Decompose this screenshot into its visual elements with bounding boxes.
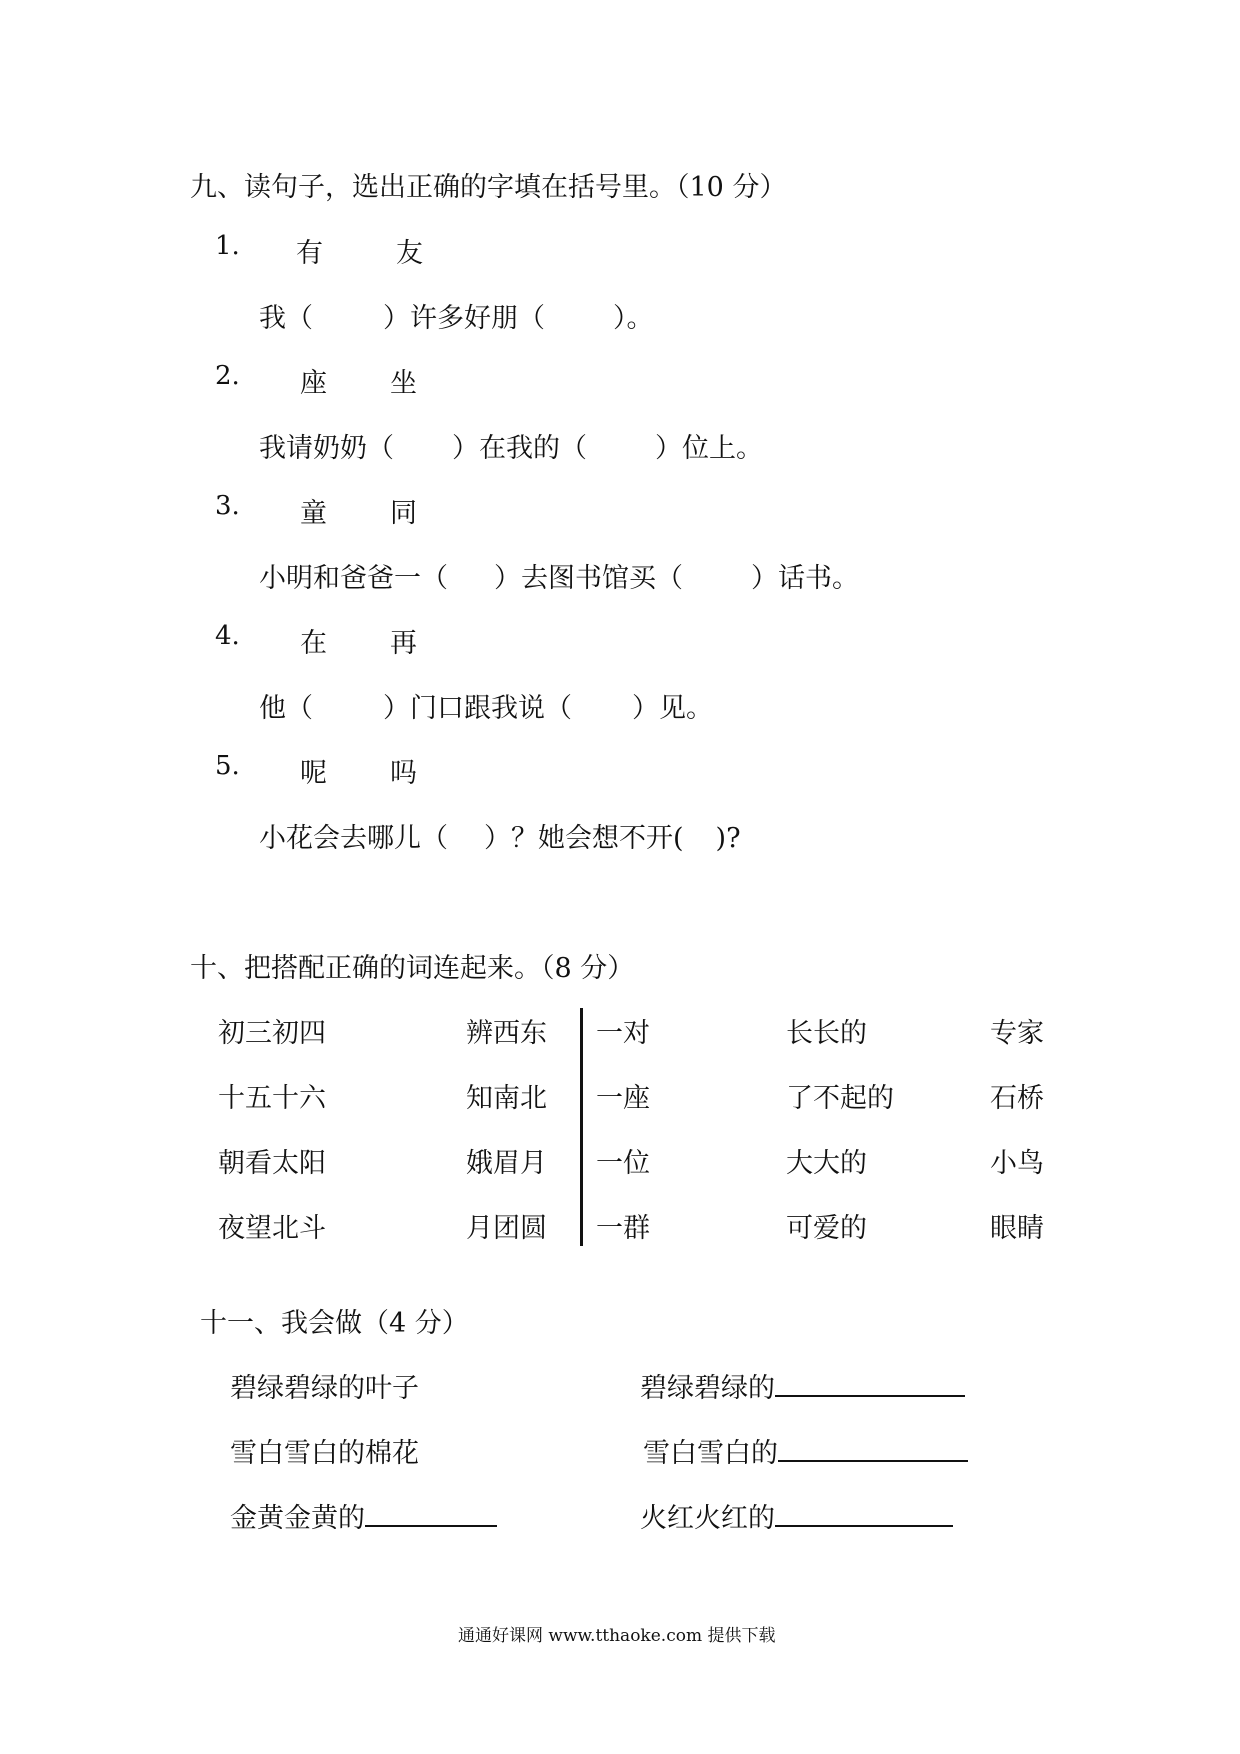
left-col2-item[interactable]: 月团圆 [466,1213,547,1244]
item-3-sentence [259,556,859,595]
item-2-part-2: ）在我的（ [452,433,587,464]
item-4-part-1: 他（ [259,693,313,724]
item-2-sentence [259,426,763,465]
left-col1-item[interactable]: 朝看太阳 [218,1148,326,1179]
fill-phrase [643,1431,968,1470]
item-5-sentence [259,816,741,855]
item-3-number: 3. [215,491,240,521]
item-2-number: 2. [215,361,240,391]
fill-phrase-prefix: 碧绿碧绿的 [640,1373,775,1404]
section-10-title: 十、把搭配正确的词连起来。（8 分） [190,953,635,984]
right-col3-item[interactable]: 专家 [990,1018,1044,1049]
section-9-title: 九、读句子，选出正确的字填在括号里。（10 分） [190,172,787,203]
answer-blank[interactable] [775,1501,953,1527]
item-3-choice-b: 同 [390,498,417,529]
left-col2-item[interactable]: 娥眉月 [466,1148,547,1179]
fill-phrase-prefix: 火红火红的 [640,1503,775,1534]
fill-phrase-prefix: 雪白雪白的 [643,1438,778,1469]
item-4-choice-a: 在 [300,628,327,659]
footer-credit: 通通好课网 www.tthaoke.com 提供下载 [458,1626,776,1646]
answer-blank[interactable] [775,1371,965,1397]
right-col2-item[interactable]: 了不起的 [786,1083,894,1114]
right-col2-item[interactable]: 长长的 [786,1018,867,1049]
item-1-part-2: ）许多好朋（ [383,303,545,334]
item-3-part-3: ）话书。 [751,563,859,594]
answer-blank[interactable] [778,1436,968,1462]
section-11-title: 十一、我会做（4 分） [200,1308,469,1339]
item-1-choice-a: 有 [296,238,323,269]
item-2-part-1: 我请奶奶（ [259,433,394,464]
fill-phrase [230,1496,497,1535]
item-5-part-2: ）？她会想不开( [484,823,684,854]
item-5-part-1: 小花会去哪儿（ [259,823,448,854]
item-1-number: 1. [215,231,240,261]
right-col3-item[interactable]: 石桥 [990,1083,1044,1114]
right-col2-item[interactable]: 可爱的 [786,1213,867,1244]
left-col2-item[interactable]: 知南北 [466,1083,547,1114]
item-5-number: 5. [215,751,240,781]
right-col3-item[interactable]: 眼睛 [990,1213,1044,1244]
right-col1-item[interactable]: 一群 [596,1213,650,1244]
left-col2-item[interactable]: 辨西东 [466,1018,547,1049]
column-divider [580,1008,583,1246]
right-col3-item[interactable]: 小鸟 [990,1148,1044,1179]
answer-blank[interactable] [365,1501,497,1527]
right-col1-item[interactable]: 一座 [596,1083,650,1114]
left-col1-item[interactable]: 初三初四 [218,1018,326,1049]
example-phrase: 碧绿碧绿的叶子 [230,1373,419,1404]
item-4-part-2: ）门口跟我说（ [383,693,572,724]
left-col1-item[interactable]: 十五十六 [218,1083,326,1114]
item-2-part-3: ）位上。 [655,433,763,464]
item-5-choice-b: 吗 [390,758,417,789]
item-5-choice-a: 呢 [300,758,327,789]
item-3-choice-a: 童 [300,498,327,529]
fill-phrase [640,1366,965,1405]
item-1-part-3: ）。 [613,303,654,334]
left-col1-item[interactable]: 夜望北斗 [218,1213,326,1244]
right-col1-item[interactable]: 一对 [596,1018,650,1049]
item-2-choice-b: 坐 [390,368,417,399]
item-4-part-3: ）见。 [632,693,713,724]
item-1-sentence [259,296,654,335]
item-1-choice-b: 友 [396,238,423,269]
item-3-part-2: ）去图书馆买（ [494,563,683,594]
fill-phrase [640,1496,953,1535]
item-4-number: 4. [215,621,240,651]
example-phrase: 雪白雪白的棉花 [230,1438,419,1469]
item-4-sentence [259,686,713,725]
right-col2-item[interactable]: 大大的 [786,1148,867,1179]
item-1-part-1: 我（ [259,303,313,334]
item-2-choice-a: 座 [300,368,327,399]
item-5-part-3: )? [715,823,741,854]
fill-phrase-prefix: 金黄金黄的 [230,1503,365,1534]
item-3-part-1: 小明和爸爸一（ [259,563,448,594]
right-col1-item[interactable]: 一位 [596,1148,650,1179]
item-4-choice-b: 再 [390,628,417,659]
